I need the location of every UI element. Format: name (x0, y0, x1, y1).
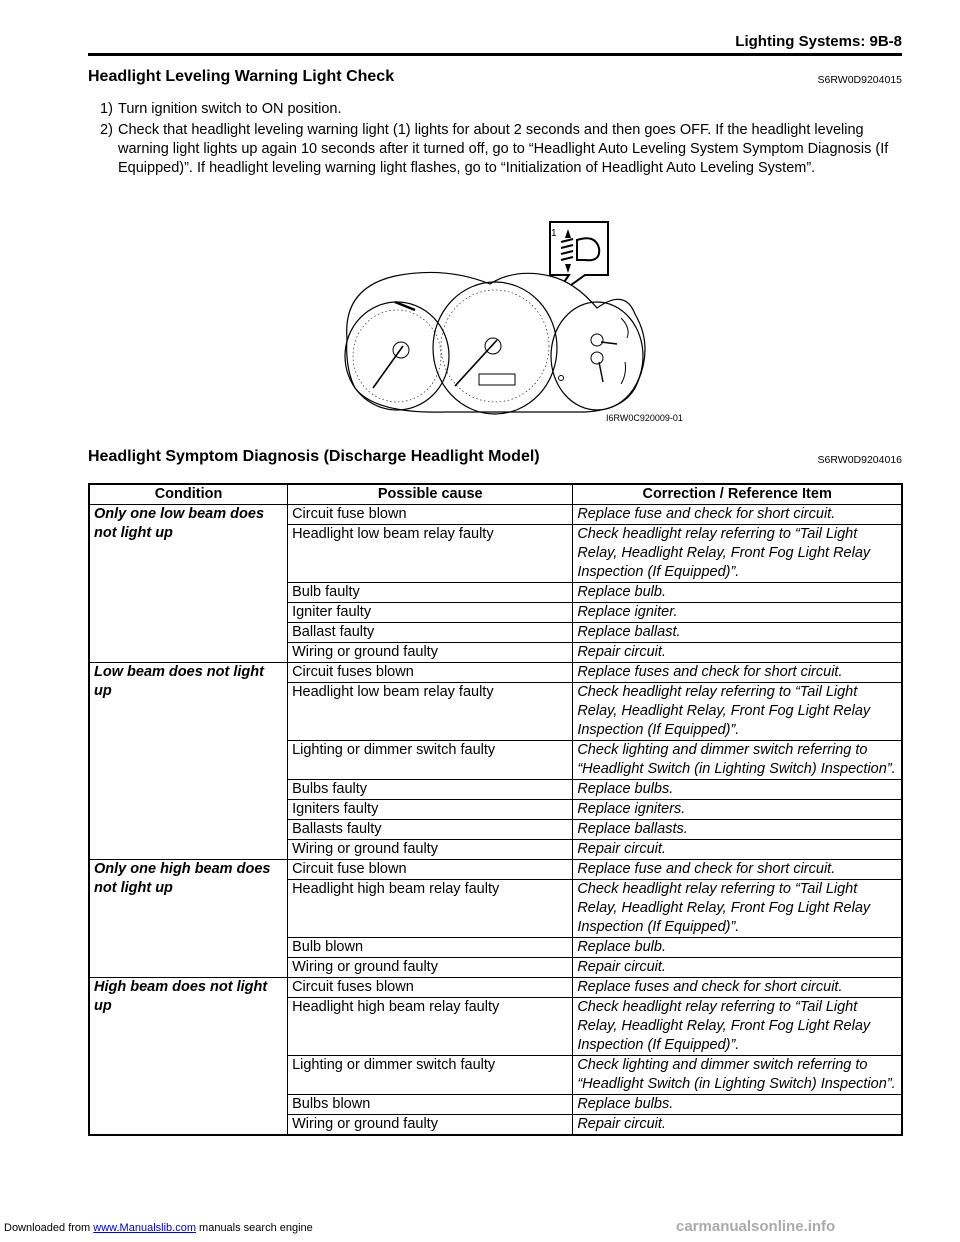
cause-cell: Ballasts faulty (288, 820, 573, 840)
column-header: Possible cause (288, 484, 573, 505)
correction-cell: Check headlight relay referring to “Tail Light Relay, Headlight Relay, Front Fog Light Relay Inspection (If Equipped)”. (573, 525, 902, 583)
figure-code: I6RW0C920009-01 (606, 413, 683, 423)
cause-cell: Lighting or dimmer switch faulty (288, 741, 573, 780)
footer-suffix: manuals search engine (195, 1222, 313, 1234)
correction-cell: Replace bulb. (573, 583, 902, 603)
correction-cell: Check headlight relay referring to “Tail Light Relay, Headlight Relay, Front Fog Light Relay Inspection (If Equipped)”. (573, 683, 902, 741)
odometer-display (479, 374, 515, 385)
section-title-leveling-check (88, 68, 902, 86)
manualslib-link[interactable]: www.Manualslib.com (93, 1222, 196, 1234)
correction-cell: Replace ballasts. (573, 820, 902, 840)
correction-cell: Replace igniter. (573, 603, 902, 623)
step-text: Check that headlight leveling warning light (1) lights for about 2 seconds and then goes OFF. If the headlight leveling warning light lights up again 10 seconds after it turned off, go to “Headlight Auto Leveling System Symptom Diagnosis (If Equipped)”. If headlight leveling warning light flashes, go to “Initialization of Headlight Auto Leveling System”. (118, 122, 889, 176)
cause-cell: Headlight low beam relay faulty (288, 683, 573, 741)
cause-cell: Circuit fuses blown (288, 663, 573, 683)
footer-watermark: carmanualsonline.info (676, 1218, 836, 1235)
correction-cell: Replace bulbs. (573, 780, 902, 800)
step-number: 1) (100, 101, 113, 117)
cause-cell: Headlight low beam relay faulty (288, 525, 573, 583)
correction-cell: Repair circuit. (573, 1115, 902, 1136)
condition-cell: High beam does not light up (89, 978, 288, 1136)
condition-cell: Only one low beam does not light up (89, 505, 288, 663)
correction-cell: Replace fuse and check for short circuit. (573, 505, 902, 525)
correction-cell: Repair circuit. (573, 958, 902, 978)
section-title-text: Headlight Leveling Warning Light Check (88, 68, 395, 85)
cause-cell: Circuit fuses blown (288, 978, 573, 998)
cause-cell: Bulbs faulty (288, 780, 573, 800)
table-row (89, 860, 902, 880)
cause-cell: Circuit fuse blown (288, 505, 573, 525)
table-header-row (89, 484, 902, 505)
correction-cell: Check headlight relay referring to “Tail Light Relay, Headlight Relay, Front Fog Light Relay Inspection (If Equipped)”. (573, 998, 902, 1056)
correction-cell: Check lighting and dimmer switch referring to “Headlight Switch (in Lighting Switch) Inspection”. (573, 1056, 902, 1095)
cause-cell: Wiring or ground faulty (288, 958, 573, 978)
cause-cell: Circuit fuse blown (288, 860, 573, 880)
cause-cell: Bulb blown (288, 938, 573, 958)
cause-cell: Headlight high beam relay faulty (288, 998, 573, 1056)
section-code: S6RW0D9204016 (817, 454, 902, 466)
cause-cell: Wiring or ground faulty (288, 643, 573, 663)
instrument-cluster-figure (335, 218, 695, 430)
correction-cell: Replace igniters. (573, 800, 902, 820)
correction-cell: Replace bulbs. (573, 1095, 902, 1115)
procedure-steps (100, 100, 900, 180)
correction-cell: Replace ballast. (573, 623, 902, 643)
callout-number: 1 (551, 228, 557, 239)
cause-cell: Wiring or ground faulty (288, 840, 573, 860)
cause-cell: Ballast faulty (288, 623, 573, 643)
condition-cell: Only one high beam does not light up (89, 860, 288, 978)
symptom-diagnosis-table (88, 483, 903, 1136)
footer-download-note (4, 1222, 313, 1234)
table-row (89, 978, 902, 998)
cause-cell: Bulbs blown (288, 1095, 573, 1115)
cause-cell: Headlight high beam relay faulty (288, 880, 573, 938)
correction-cell: Repair circuit. (573, 840, 902, 860)
footer-prefix: Downloaded from (4, 1222, 94, 1234)
section-title-text: Headlight Symptom Diagnosis (Discharge Headlight Model) (88, 448, 540, 465)
page-header-title: Lighting Systems: 9B-8 (735, 33, 902, 50)
correction-cell: Replace bulb. (573, 938, 902, 958)
correction-cell: Replace fuse and check for short circuit. (573, 860, 902, 880)
cause-cell: Bulb faulty (288, 583, 573, 603)
step-number: 2) (100, 122, 113, 138)
condition-cell: Low beam does not light up (89, 663, 288, 860)
step-1 (100, 100, 900, 119)
correction-cell: Replace fuses and check for short circuit. (573, 978, 902, 998)
correction-cell: Check lighting and dimmer switch referring to “Headlight Switch (in Lighting Switch) Inspection”. (573, 741, 902, 780)
step-text: Turn ignition switch to ON position. (118, 101, 342, 117)
correction-cell: Replace fuses and check for short circuit. (573, 663, 902, 683)
page-header (88, 31, 902, 56)
cause-cell: Lighting or dimmer switch faulty (288, 1056, 573, 1095)
column-header: Condition (89, 484, 288, 505)
column-header: Correction / Reference Item (573, 484, 902, 505)
section-code: S6RW0D9204015 (817, 74, 902, 86)
correction-cell: Check headlight relay referring to “Tail Light Relay, Headlight Relay, Front Fog Light Relay Inspection (If Equipped)”. (573, 880, 902, 938)
section-title-symptom-diagnosis (88, 448, 902, 466)
table-row (89, 505, 902, 525)
instrument-cluster-drawing (335, 218, 695, 430)
cause-cell: Igniter faulty (288, 603, 573, 623)
correction-cell: Repair circuit. (573, 643, 902, 663)
cause-cell: Wiring or ground faulty (288, 1115, 573, 1136)
step-2 (100, 121, 900, 178)
cause-cell: Igniters faulty (288, 800, 573, 820)
table-row (89, 663, 902, 683)
